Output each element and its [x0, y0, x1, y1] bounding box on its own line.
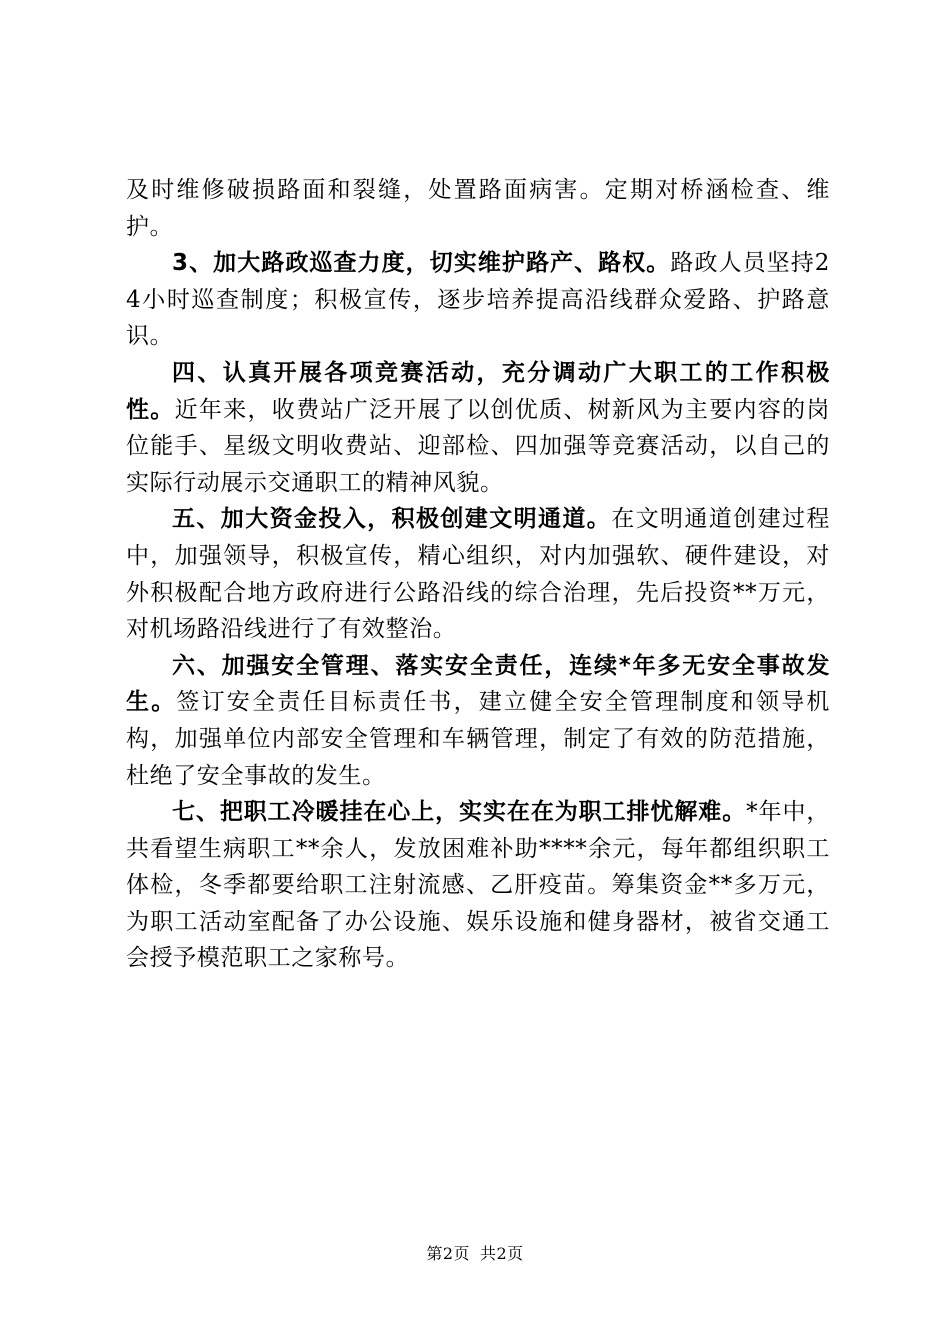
paragraph-competitions — [126, 355, 830, 501]
paragraph-continuation — [126, 172, 830, 245]
document-body — [126, 172, 830, 977]
page-total: 共2页 — [480, 1244, 524, 1263]
paragraph-heading: 四、认真开展各项竞赛活动，充分调动广大职工的工作积极性。 — [126, 359, 830, 423]
paragraph-text: 近年来，收费站广泛开展了以创优质、树新风为主要内容的岗位能手、星级文明收费站、迎部检、四加强等竞赛活动，以自己的实际行动展示交通职工的精神风貌。 — [126, 396, 831, 496]
paragraph-heading: 五、加大资金投入，积极创建文明通道。 — [172, 506, 612, 533]
paragraph-text: 签订安全责任目标责任书，建立健全安全管理制度和领导机构，加强单位内部安全管理和车辆管理，制定了有效的防范措施，杜绝了安全事故的发生。 — [126, 689, 830, 789]
paragraph-safety — [126, 648, 830, 794]
paragraph-text: 路政人员坚持24小时巡查制度；积极宣传，逐步培养提高沿线群众爱路、护路意识。 — [126, 250, 830, 350]
paragraph-text: *年中，共看望生病职工**余人，发放困难补助****余元，每年都组织职工体检，冬季都要给职工注射流感、乙肝疫苗。筹集资金**多万元，为职工活动室配备了办公设施、娱乐设施和健身器材，被省交通工会授予模范职工之家称号。 — [126, 799, 830, 972]
paragraph-text: 在文明通道创建过程中，加强领导，积极宣传，精心组织，对内加强软、硬件建设，对外积极配合地方政府进行公路沿线的综合治理，先后投资**万元，对机场路沿线进行了有效整治。 — [126, 506, 830, 643]
page-number: 第2页 — [426, 1244, 470, 1263]
paragraph-heading: 七、把职工冷暖挂在心上，实实在在为职工排忧解难。 — [172, 799, 747, 826]
paragraph-text: 及时维修破损路面和裂缝，处置路面病害。定期对桥涵检查、维护。 — [126, 177, 830, 240]
page-footer — [0, 1242, 950, 1266]
paragraph-staff-care — [126, 794, 830, 977]
paragraph-funding — [126, 501, 830, 647]
paragraph-heading: 3、加大路政巡查力度，切实维护路产、路权。 — [172, 250, 671, 277]
paragraph-road-patrol — [126, 245, 830, 355]
paragraph-heading: 六、加强安全管理、落实安全责任，连续*年多无安全事故发生。 — [126, 652, 830, 716]
